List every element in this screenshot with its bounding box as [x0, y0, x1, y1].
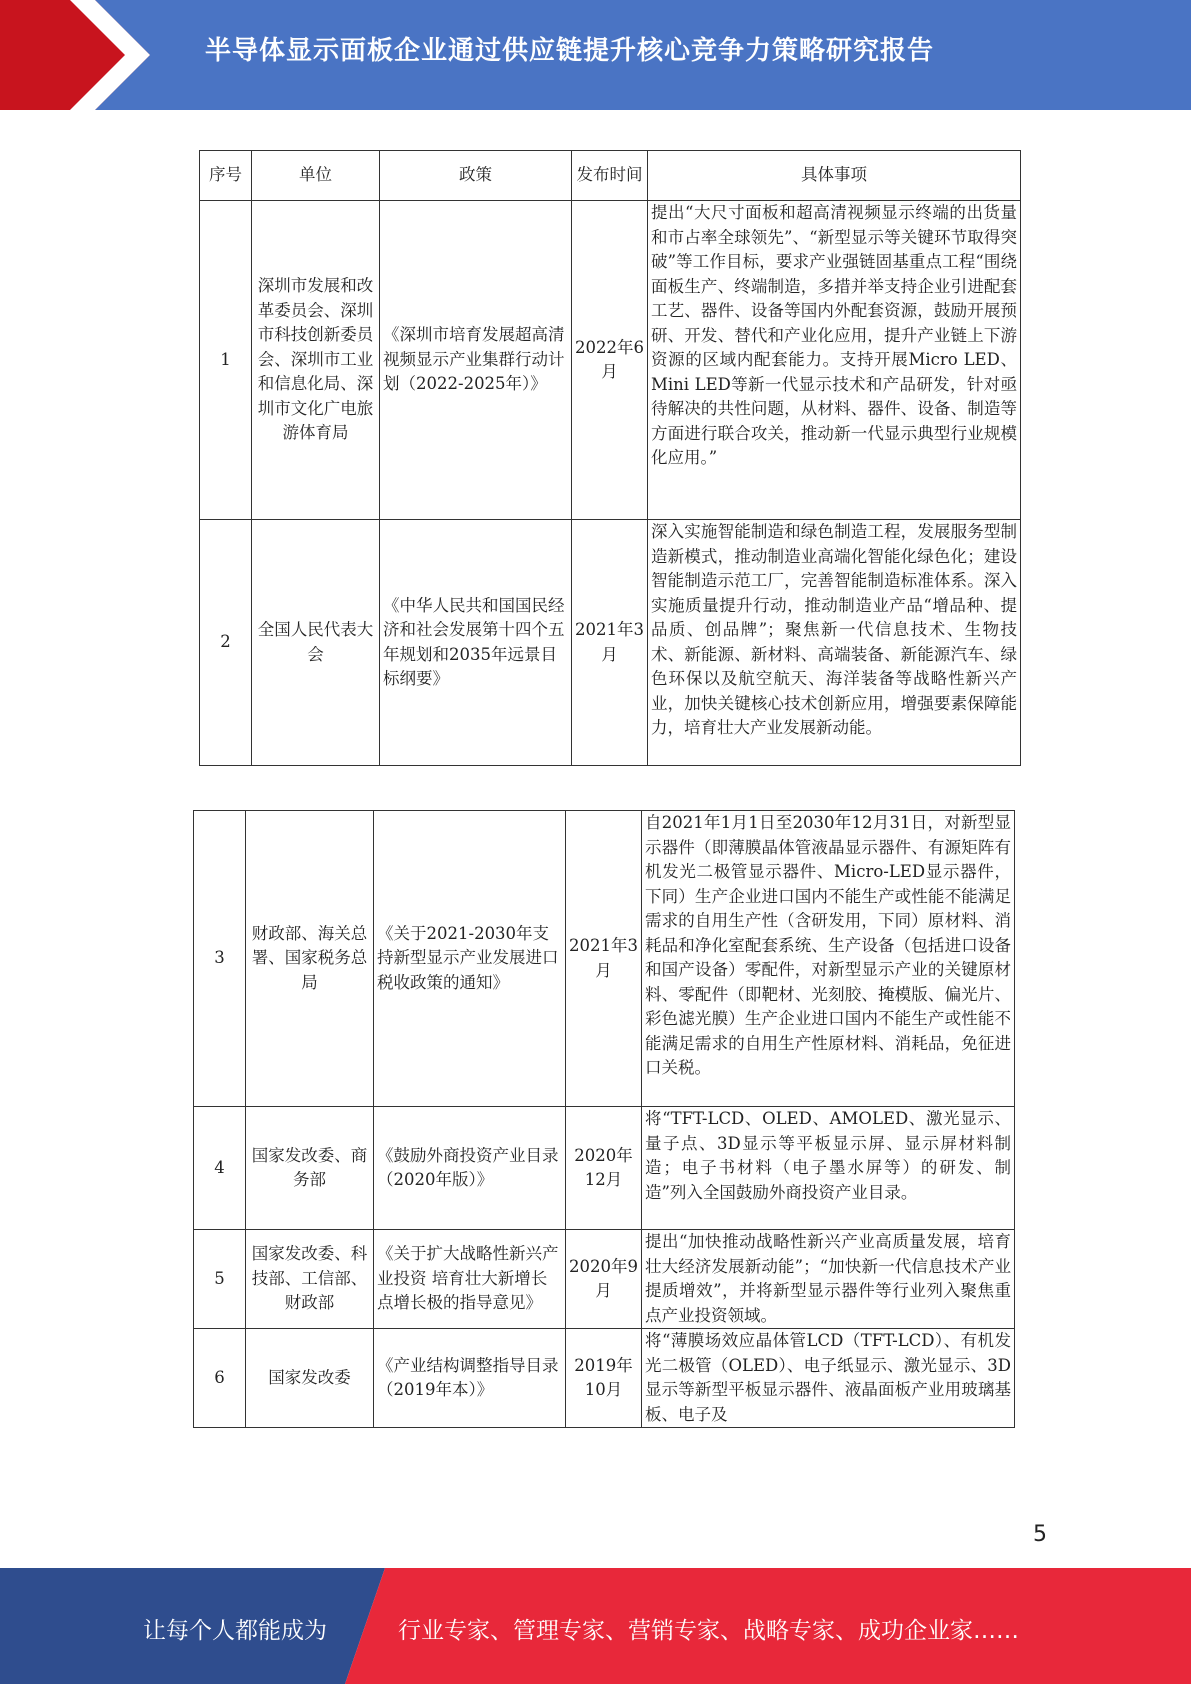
row-detail: 深入实施智能制造和绿色制造工程，发展服务型制造新模式，推动制造业高端化智能化绿色化；建设智能制造示范工厂，完善智能制造标准体系。深入实施质量提升行动，推动制造业产品“增品种、提品质、创品牌”；聚焦新一代信息技术、生物技术、新能源、新材料、高端装备、新能源汽车、绿色环保以及航空航天、海洋装备等战略性新兴产业，加快关键核心技术创新应用，增强要素保障能力，培育壮大产业发展新动能。 — [648, 520, 1021, 766]
table-row — [194, 1230, 1015, 1329]
row-no: 4 — [194, 1107, 246, 1230]
row-date: 2020年12月 — [566, 1107, 642, 1230]
row-unit: 全国人民代表大会 — [252, 520, 380, 766]
table-row — [194, 1329, 1015, 1428]
column-header-unit: 单位 — [252, 151, 380, 201]
policy-table-part-1 — [199, 150, 1021, 766]
table-row — [194, 1107, 1015, 1230]
page-header — [0, 0, 1191, 110]
row-no: 6 — [194, 1329, 246, 1428]
table-row — [200, 520, 1021, 766]
table-row — [200, 201, 1021, 520]
row-no: 1 — [200, 201, 252, 520]
row-no: 5 — [194, 1230, 246, 1329]
row-no: 2 — [200, 520, 252, 766]
row-date: 2020年9月 — [566, 1230, 642, 1329]
row-unit: 国家发改委、科技部、工信部、财政部 — [246, 1230, 374, 1329]
column-header-policy: 政策 — [380, 151, 572, 201]
column-header-detail: 具体事项 — [648, 151, 1021, 201]
footer-slogan-right: 行业专家、管理专家、营销专家、战略专家、成功企业家…… — [398, 1618, 1019, 1644]
row-policy: 《关于2021-2030年支持新型显示产业发展进口税收政策的通知》 — [374, 811, 566, 1107]
row-policy: 《深圳市培育发展超高清视频显示产业集群行动计划（2022-2025年）》 — [380, 201, 572, 520]
row-policy: 《中华人民共和国国民经济和社会发展第十四个五年规划和2035年远景目标纲要》 — [380, 520, 572, 766]
column-header-no: 序号 — [200, 151, 252, 201]
row-detail: 提出“大尺寸面板和超高清视频显示终端的出货量和市占率全球领先”、“新型显示等关键环节取得突破”等工作目标，要求产业强链固基重点工程“围绕面板生产、终端制造，多措并举支持企业引进配套工艺、器件、设备等国内外配套资源，鼓励开展预研、开发、替代和产业化应用，提升产业链上下游资源的区域内配套能力。支持开展Micro LED、Mini LED等新一代显示技术和产品研发，针对亟待解决的共性问题，从材料、器件、设备、制造等方面进行联合攻关，推动新一代显示典型行业规模化应用。” — [648, 201, 1021, 520]
row-policy: 《鼓励外商投资产业目录（2020年版）》 — [374, 1107, 566, 1230]
column-header-date: 发布时间 — [572, 151, 648, 201]
row-policy: 《关于扩大战略性新兴产业投资 培育壮大新增长点增长极的指导意见》 — [374, 1230, 566, 1329]
policy-table-part-2 — [193, 810, 1015, 1428]
row-unit: 财政部、海关总署、国家税务总局 — [246, 811, 374, 1107]
row-detail: 自2021年1月1日至2030年12月31日，对新型显示器件（即薄膜晶体管液晶显示器件、有源矩阵有机发光二极管显示器件、Micro-LED显示器件，下同）生产企业进口国内不能生产或性能不能满足需求的自用生产性（含研发用，下同）原材料、消耗品和净化室配套系统、生产设备（包括进口设备和国产设备）零配件，对新型显示产业的关键原材料、零配件（即靶材、光刻胶、掩模版、偏光片、彩色滤光膜）生产企业进口国内不能生产或性能不能满足需求的自用生产性原材料、消耗品，免征进口关税。 — [642, 811, 1015, 1107]
row-unit: 国家发改委、商务部 — [246, 1107, 374, 1230]
row-date: 2021年3月 — [572, 520, 648, 766]
table-row — [194, 811, 1015, 1107]
row-policy: 《产业结构调整指导目录（2019年本）》 — [374, 1329, 566, 1428]
table-header-row — [200, 151, 1021, 201]
row-date: 2019年10月 — [566, 1329, 642, 1428]
row-detail: 提出“加快推动战略性新兴产业高质量发展，培育壮大经济发展新动能”；“加快新一代信息技术产业提质增效”，并将新型显示器件等行业列入聚焦重点产业投资领域。 — [642, 1230, 1015, 1329]
row-date: 2021年3月 — [566, 811, 642, 1107]
footer-slogan-left: 让每个人都能成为 — [143, 1618, 327, 1644]
row-unit: 深圳市发展和改革委员会、深圳市科技创新委员会、深圳市工业和信息化局、深圳市文化广电旅游体育局 — [252, 201, 380, 520]
row-date: 2022年6月 — [572, 201, 648, 520]
row-detail: 将“TFT-LCD、OLED、AMOLED、激光显示、量子点、3D显示等平板显示屏、显示屏材料制造；电子书材料（电子墨水屏等）的研发、制造”列入全国鼓励外商投资产业目录。 — [642, 1107, 1015, 1230]
report-title: 半导体显示面板企业通过供应链提升核心竞争力策略研究报告 — [205, 36, 935, 66]
page-number: 5 — [1033, 1522, 1047, 1547]
row-detail: 将“薄膜场效应晶体管LCD（TFT-LCD）、有机发光二极管（OLED）、电子纸显示、激光显示、3D显示等新型平板显示器件、液晶面板产业用玻璃基板、电子及 — [642, 1329, 1015, 1428]
page-footer — [0, 1568, 1191, 1684]
row-unit: 国家发改委 — [246, 1329, 374, 1428]
row-no: 3 — [194, 811, 246, 1107]
